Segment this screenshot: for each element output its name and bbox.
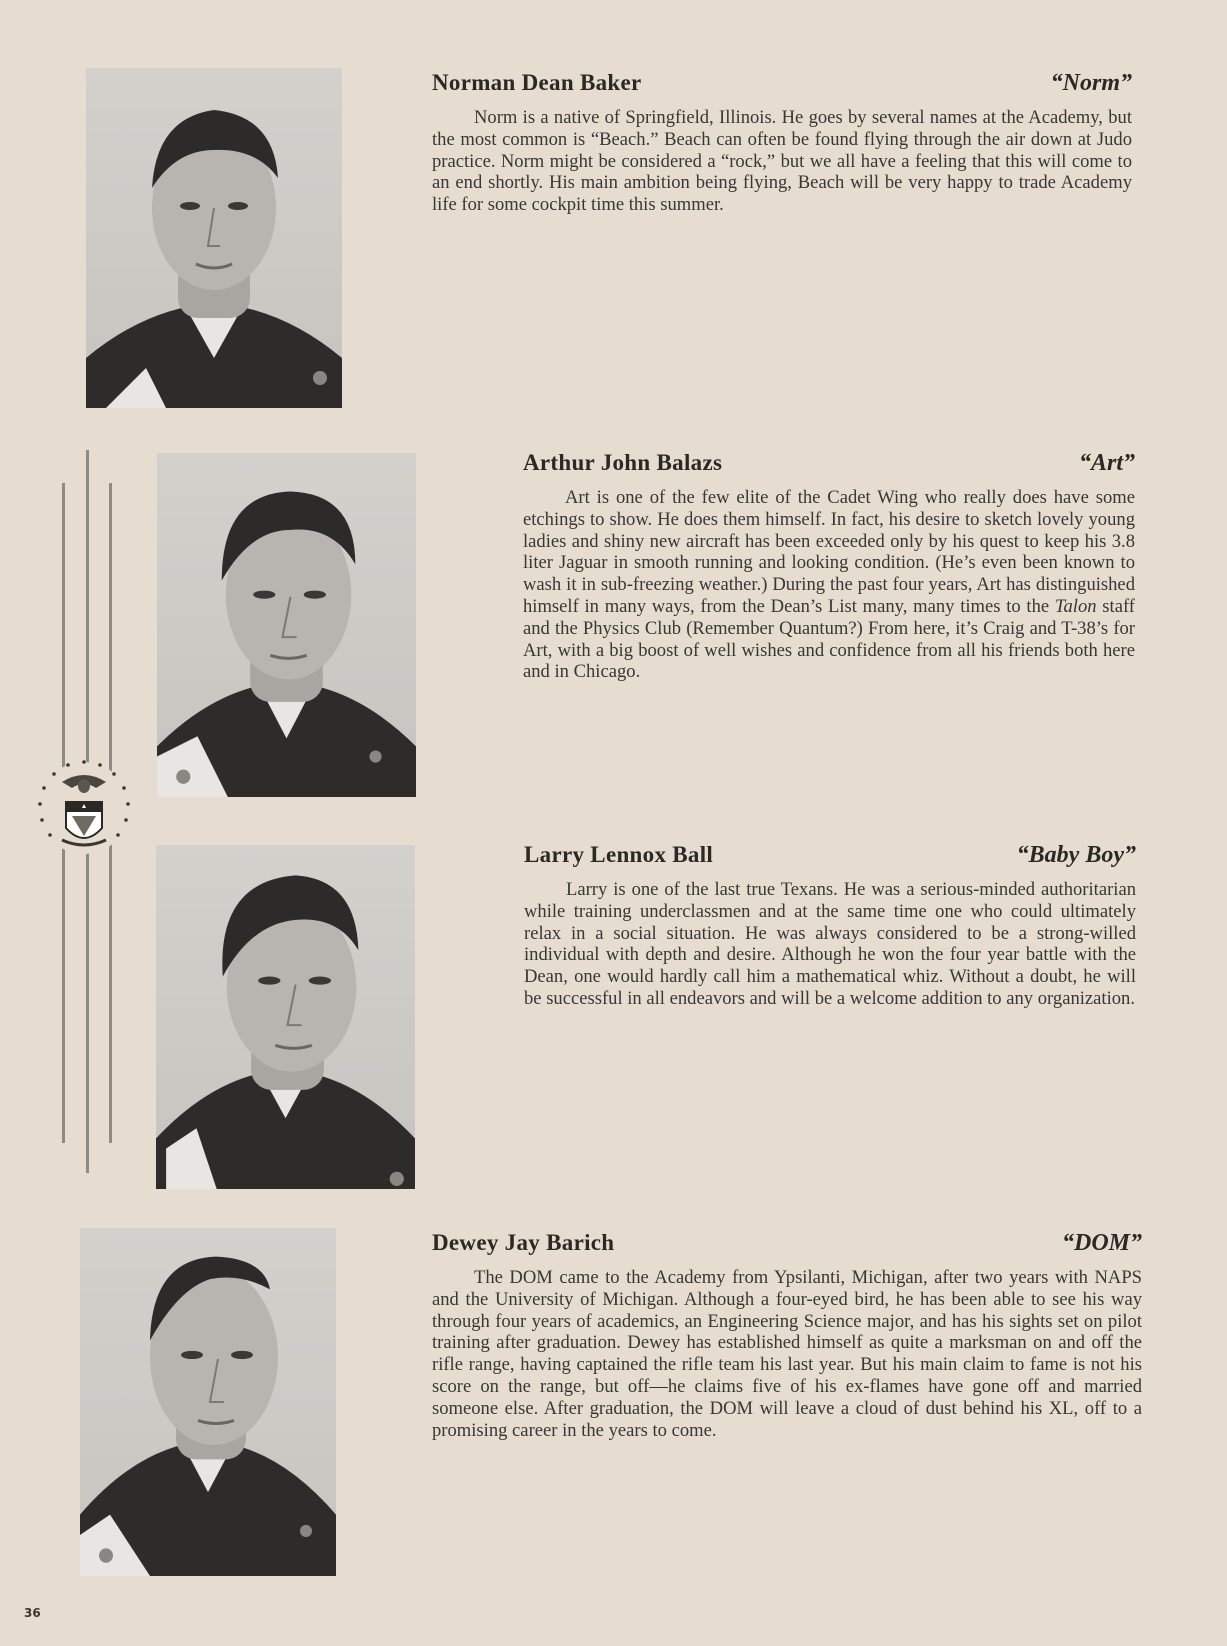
academy-crest-icon — [32, 756, 136, 860]
cadet-bio: The DOM came to the Academy from Ypsilanti, Michigan, after two years with NAPS and the University of Michigan. Although a four-eyed bird, he has been able to see his way through four years of academics, an Engineering Science major, and has his sights set on pilot training after graduation. Dewey has established himself as quite a marksman on and off the rifle range, having captained the rifle team his last year. But his main claim to fame is not his score on the range, but off—he claims five of his ex-flames have gone off and married someone else. After graduation, the DOM will leave a cloud of dust behind his XL, off to a promising career in the years to come. — [432, 1267, 1142, 1441]
cadet-bio: Norm is a native of Springfield, Illinois. He goes by several names at the Academy, but the most common is “Beach.” Beach can often be found flying through the air down at Judo practice. Norm might be considered a “rock,” but we all have a feeling that this will come to an end shortly. His main ambition being flying, Beach will be very happy to trade Academy life for some cockpit time this summer. — [432, 107, 1132, 216]
cadet-entry — [524, 842, 1136, 1010]
cadet-name: Norman Dean Baker — [432, 70, 642, 95]
cadet-entry — [432, 1230, 1142, 1441]
page-number: 36 — [24, 1606, 41, 1620]
portrait-photo — [86, 68, 342, 408]
portrait-photo — [156, 845, 415, 1189]
cadet-name: Dewey Jay Barich — [432, 1230, 615, 1255]
cadet-bio: Art is one of the few elite of the Cadet Wing who really does have some etchings to show. He does them himself. In fact, his desire to sketch lovely young ladies and shiny new aircraft has been exceeded only by his quest to keep his 3.8 liter Jaguar in smooth running and looking condition. (He’s even been known to wash it in sub-freezing weather.) During the past four years, Art has distinguished himself in many ways, from the Dean’s List many, many times to the Talon staff and the Physics Club (Remember Quantum?) From here, it’s Craig and T-38’s for Art, with a big boost of well wishes and confidence from all his friends both here and in Chicago. — [523, 487, 1135, 683]
cadet-name: Arthur John Balazs — [523, 450, 723, 475]
cadet-nickname: “Baby Boy” — [1016, 842, 1136, 868]
cadet-entry — [432, 70, 1132, 216]
cadet-name: Larry Lennox Ball — [524, 842, 714, 867]
cadet-entry — [523, 450, 1135, 683]
cadet-nickname: “Art” — [1078, 450, 1135, 476]
cadet-bio: Larry is one of the last true Texans. He was a serious-minded authoritarian while training underclassmen and at the same time one who could ultimately relax in a social situation. He was always considered to be a strong-willed individual with depth and desire. Although he won the four year battle with the Dean, one would hardly call him a mathematical whiz. Without a doubt, he will be successful in all endeavors and will be a welcome addition to any organization. — [524, 879, 1136, 1009]
cadet-nickname: “Norm” — [1050, 70, 1132, 96]
portrait-photo — [157, 453, 416, 797]
portrait-photo — [80, 1228, 336, 1576]
cadet-nickname: “DOM” — [1061, 1230, 1142, 1256]
